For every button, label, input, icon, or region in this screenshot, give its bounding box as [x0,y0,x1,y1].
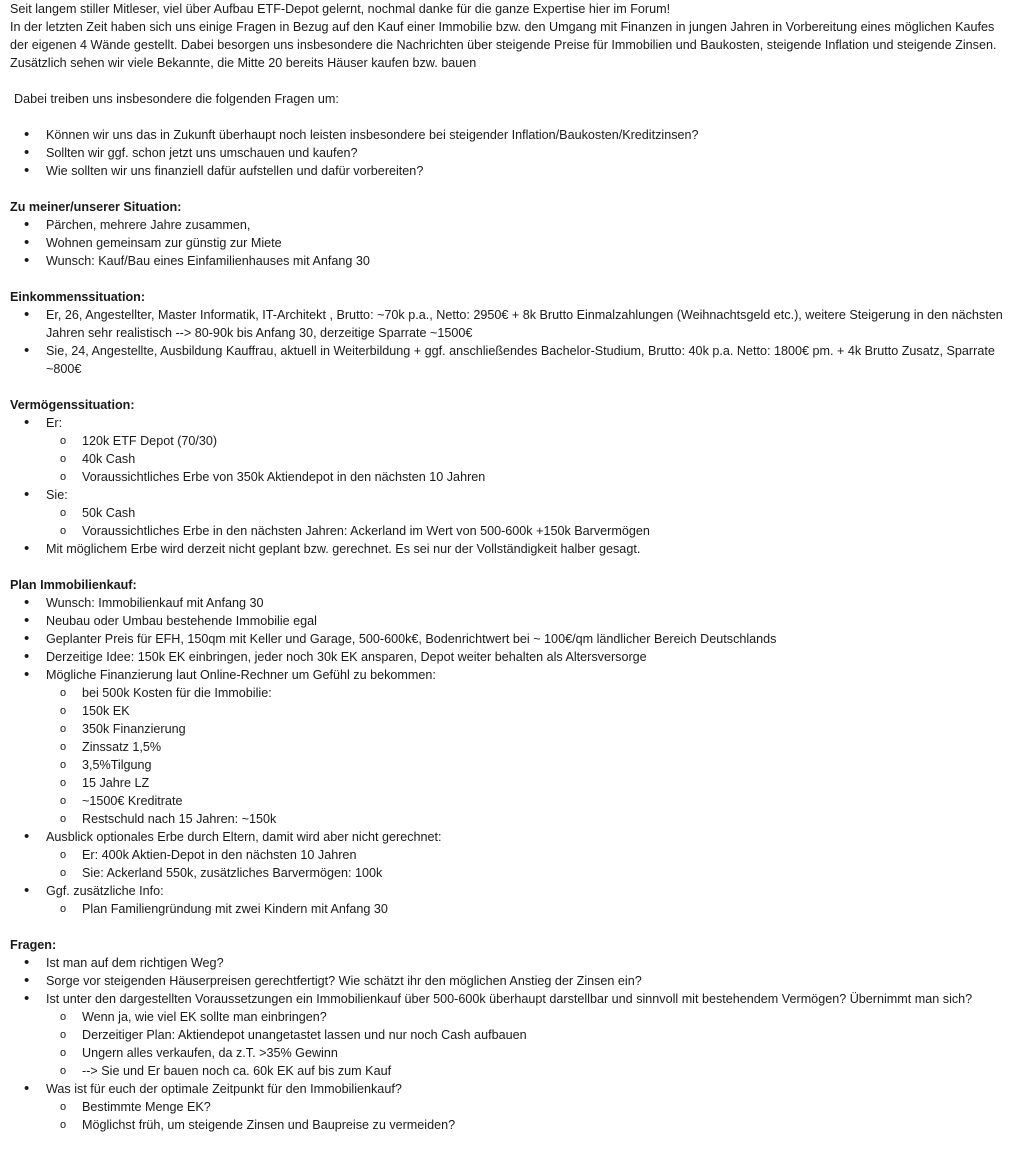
sub-list-item: o Bestimmte Menge EK? [46,1098,1010,1116]
list-item: • Sollten wir ggf. schon jetzt uns umschauen und kaufen? [10,144,1010,162]
list-item-text: Wunsch: Kauf/Bau eines Einfamilienhauses mit Anfang 30 [46,254,370,268]
list-item [10,828,1010,882]
list-item [10,306,1010,342]
list-item [10,414,1010,486]
list-item-text: Sie: [46,488,68,502]
sub-list-item: o 150k EK [46,702,1010,720]
section [10,396,1010,558]
section-title: Einkommenssituation: [10,290,146,304]
sub-list-item: o Er: 400k Aktien-Depot in den nächsten 10 Jahren [46,846,1010,864]
section [10,288,1010,378]
list-item-text: Ggf. zusätzliche Info: [46,884,164,898]
intro-line-1: Seit langem stiller Mitleser, viel über Aufbau ETF-Depot gelernt, nochmal danke für die ganze Expertise hier im Forum! [10,2,671,16]
list-item: • Wie sollten wir uns finanziell dafür aufstellen und dafür vorbereiten? [10,162,1010,180]
list-item [10,252,1010,270]
sub-list-item: o Zinssatz 1,5% [46,738,1010,756]
list-item [10,612,1010,630]
sub-list [46,504,1010,540]
section-list [10,414,1010,558]
list-item-text: Ausblick optionales Erbe durch Eltern, damit wird aber nicht gerechnet: [46,830,442,844]
sub-list-item: o Voraussichtliches Erbe von 350k Aktiendepot in den nächsten 10 Jahren [46,468,1010,486]
list-item-text: Derzeitige Idee: 150k EK einbringen, jeder noch 30k EK ansparen, Depot weiter behalten als Altersversorge [46,650,647,664]
questions-intro: Dabei treiben uns insbesondere die folgenden Fragen um: [14,92,339,106]
sub-list [46,432,1010,486]
list-item-text: Ist unter den dargestellten Voraussetzungen ein Immobilienkauf über 500-600k überhaupt darstellbar und sinnvoll mit bestehendem Vermögen? Übernimmt man sich? [46,992,973,1006]
list-item [10,648,1010,666]
intro-paragraph: In der letzten Zeit haben sich uns einige Fragen in Bezug auf den Kauf einer Immobilie bzw. den Umgang mit Finanzen in jungen Jahren in Vorbereitung eines möglichen Kaufes der eigenen 4 Wände gestellt. Dabei besorgen uns insbesondere die Nachrichten über steigende Preise für Immobilien und Baukosten, steigende Inflation und steigende Zinsen. Zusätzlich sehen wir viele Bekannte, die Mitte 20 bereits Häuser kaufen bzw. bauen [10,20,997,70]
list-item: • Können wir uns das in Zukunft überhaupt noch leisten insbesondere bei steigender Inflation/Baukosten/Kreditzinsen? [10,126,1010,144]
sub-list-item: o 120k ETF Depot (70/30) [46,432,1010,450]
sub-list [46,1098,1010,1134]
sub-list-item: o Sie: Ackerland 550k, zusätzliches Barvermögen: 100k [46,864,1010,882]
sub-list [46,1008,1010,1080]
sub-list-item: o ~1500€ Kreditrate [46,792,1010,810]
section-list [10,306,1010,378]
list-item-text: Sorge vor steigenden Häuserpreisen gerechtfertigt? Wie schätzt ihr den möglichen Anstieg der Zinsen ein? [46,974,642,988]
sub-list-item: o Ungern alles verkaufen, da z.T. >35% Gewinn [46,1044,1010,1062]
section-title: Plan Immobilienkauf: [10,578,137,592]
section [10,936,1010,1134]
list-item-text: Neubau oder Umbau bestehende Immobilie egal [46,614,317,628]
list-item [10,954,1010,972]
list-item [10,486,1010,540]
list-item [10,882,1010,918]
list-item [10,1080,1010,1134]
sub-list-item: o Derzeitiger Plan: Aktiendepot unangetastet lassen und nur noch Cash aufbauen [46,1026,1010,1044]
list-item-text: Ist man auf dem richtigen Weg? [46,956,224,970]
section-title: Vermögenssituation: [10,398,135,412]
sub-list-item: o Wenn ja, wie viel EK sollte man einbringen? [46,1008,1010,1026]
sub-list [46,684,1010,828]
section-title: Fragen: [10,938,57,952]
list-item [10,630,1010,648]
sub-list-item: o Plan Familiengründung mit zwei Kindern mit Anfang 30 [46,900,1010,918]
section [10,198,1010,270]
sub-list-item: o bei 500k Kosten für die Immobilie: [46,684,1010,702]
questions-list [10,126,1010,180]
list-item-text: Mit möglichem Erbe wird derzeit nicht geplant bzw. gerechnet. Es sei nur der Vollständigkeit halber gesagt. [46,542,641,556]
list-item [10,990,1010,1080]
list-item-text: Er: [46,416,63,430]
list-item [10,666,1010,828]
sub-list-item: o 50k Cash [46,504,1010,522]
list-item [10,342,1010,378]
section-list [10,216,1010,270]
list-item-text: Er, 26, Angestellter, Master Informatik, IT-Architekt , Brutto: ~70k p.a., Netto: 2950€ + 8k Brutto Einmalzahlungen (Weihnachtsgeld etc.), weitere Steigerung in den nächsten Jahren sehr realistisch --> 80-90k bis Anfang 30, derzeitige Sparrate ~1500€ [46,308,1003,340]
sub-list [46,846,1010,882]
sub-list-item: o 350k Finanzierung [46,720,1010,738]
sub-list [46,900,1010,918]
list-item-text: Mögliche Finanzierung laut Online-Rechner um Gefühl zu bekommen: [46,668,436,682]
sub-list-item: o Voraussichtliches Erbe in den nächsten Jahren: Ackerland im Wert von 500-600k +150k Barvermögen [46,522,1010,540]
list-item-text: Was ist für euch der optimale Zeitpunkt für den Immobilienkauf? [46,1082,402,1096]
sub-list-item: o 15 Jahre LZ [46,774,1010,792]
section [10,576,1010,918]
section-title: Zu meiner/unserer Situation: [10,200,182,214]
sub-list-item: o Möglichst früh, um steigende Zinsen und Baupreise zu vermeiden? [46,1116,1010,1134]
section-list [10,954,1010,1134]
sub-list-item: o Restschuld nach 15 Jahren: ~150k [46,810,1010,828]
list-item-text: Sie, 24, Angestellte, Ausbildung Kauffrau, aktuell in Weiterbildung + ggf. anschließendes Bachelor-Studium, Brutto: 40k p.a. Netto: 1800€ pm. + 4k Brutto Zusatz, Sparrate ~800€ [46,344,995,376]
list-item [10,972,1010,990]
list-item [10,234,1010,252]
sub-list-item: o --> Sie und Er bauen noch ca. 60k EK auf bis zum Kauf [46,1062,1010,1080]
section-list [10,594,1010,918]
list-item [10,594,1010,612]
sections-container [10,198,1010,1134]
sub-list-item: o 40k Cash [46,450,1010,468]
list-item-text: Wohnen gemeinsam zur günstig zur Miete [46,236,282,250]
list-item [10,540,1010,558]
list-item-text: Pärchen, mehrere Jahre zusammen, [46,218,251,232]
sub-list-item: o 3,5%Tilgung [46,756,1010,774]
list-item-text: Wunsch: Immobilienkauf mit Anfang 30 [46,596,264,610]
list-item-text: Geplanter Preis für EFH, 150qm mit Keller und Garage, 500-600k€, Bodenrichtwert bei ~ 100€/qm ländlicher Bereich Deutschlands [46,632,777,646]
intro-block [10,0,1010,72]
list-item [10,216,1010,234]
